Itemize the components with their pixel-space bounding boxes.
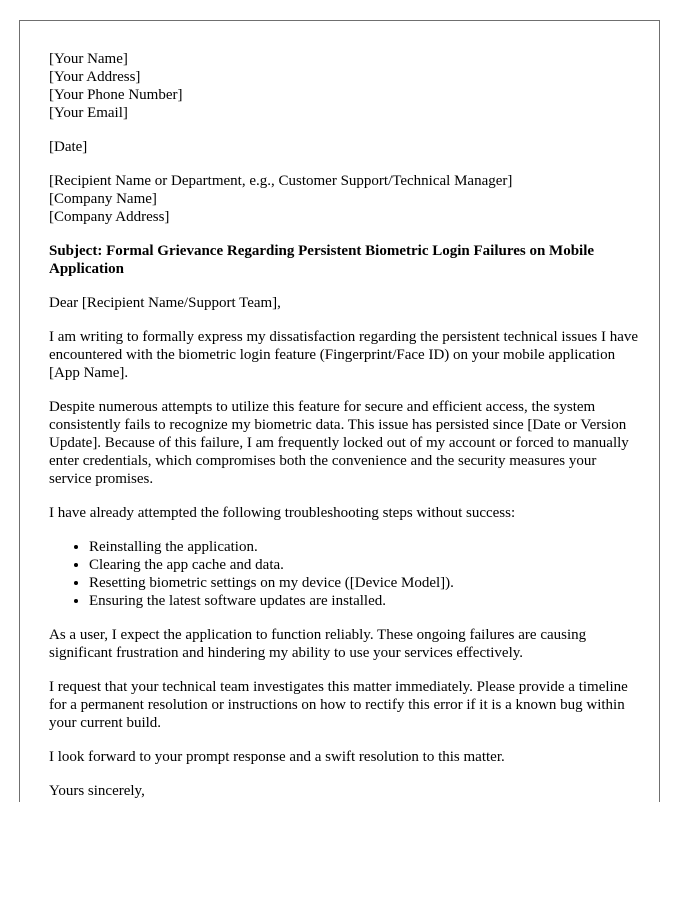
sender-email: [Your Email] [49, 105, 128, 121]
sender-name: [Your Name] [49, 51, 128, 67]
sender-phone: [Your Phone Number] [49, 87, 183, 103]
letter-body [49, 50, 639, 800]
paragraph: As a user, I expect the application to function reliably. These ongoing failures are causing significant frustration and hindering my ability to use your services effectively. [49, 627, 587, 661]
signoff: Yours sincerely, [49, 783, 145, 799]
subject-line: Subject: Formal Grievance Regarding Persistent Biometric Login Failures on Mobile Application [49, 243, 595, 277]
recipient-block [49, 172, 639, 226]
list-item: • Clearing the app cache and data. [89, 556, 639, 574]
list-item: • Resetting biometric settings on my device ([Device Model]). [89, 574, 639, 592]
paragraph: I request that your technical team investigates this matter immediately. Please provide a timeline for a permanent resolution or instructions on how to rectify this error if it is a known bug within your current build. [49, 679, 628, 731]
paragraph: Despite numerous attempts to utilize this feature for secure and efficient access, the system consistently fails to recognize my biometric data. This issue has persisted since [Date or Version Update]. Because of this failure, I am frequently locked out of my account or forced to manually enter credentials, which compromises both the convenience and the security measures your service promises. [49, 399, 629, 487]
sender-block [49, 50, 639, 122]
recipient-name: [Recipient Name or Department, e.g., Customer Support/Technical Manager] [49, 173, 513, 189]
paragraph: I have already attempted the following troubleshooting steps without success: [49, 505, 516, 521]
salutation: Dear [Recipient Name/Support Team], [49, 295, 281, 311]
sender-address: [Your Address] [49, 69, 141, 85]
letter-date: [Date] [49, 139, 88, 155]
recipient-address: [Company Address] [49, 209, 170, 225]
troubleshooting-list [49, 538, 639, 610]
letter-page [19, 20, 660, 802]
paragraph: I look forward to your prompt response and a swift resolution to this matter. [49, 749, 505, 765]
list-item: • Ensuring the latest software updates are installed. [89, 592, 639, 610]
recipient-company: [Company Name] [49, 191, 157, 207]
paragraph: I am writing to formally express my dissatisfaction regarding the persistent technical issues I have encountered with the biometric login feature (Fingerprint/Face ID) on your mobile application [App Name]. [49, 329, 639, 381]
list-item: • Reinstalling the application. [89, 538, 639, 556]
